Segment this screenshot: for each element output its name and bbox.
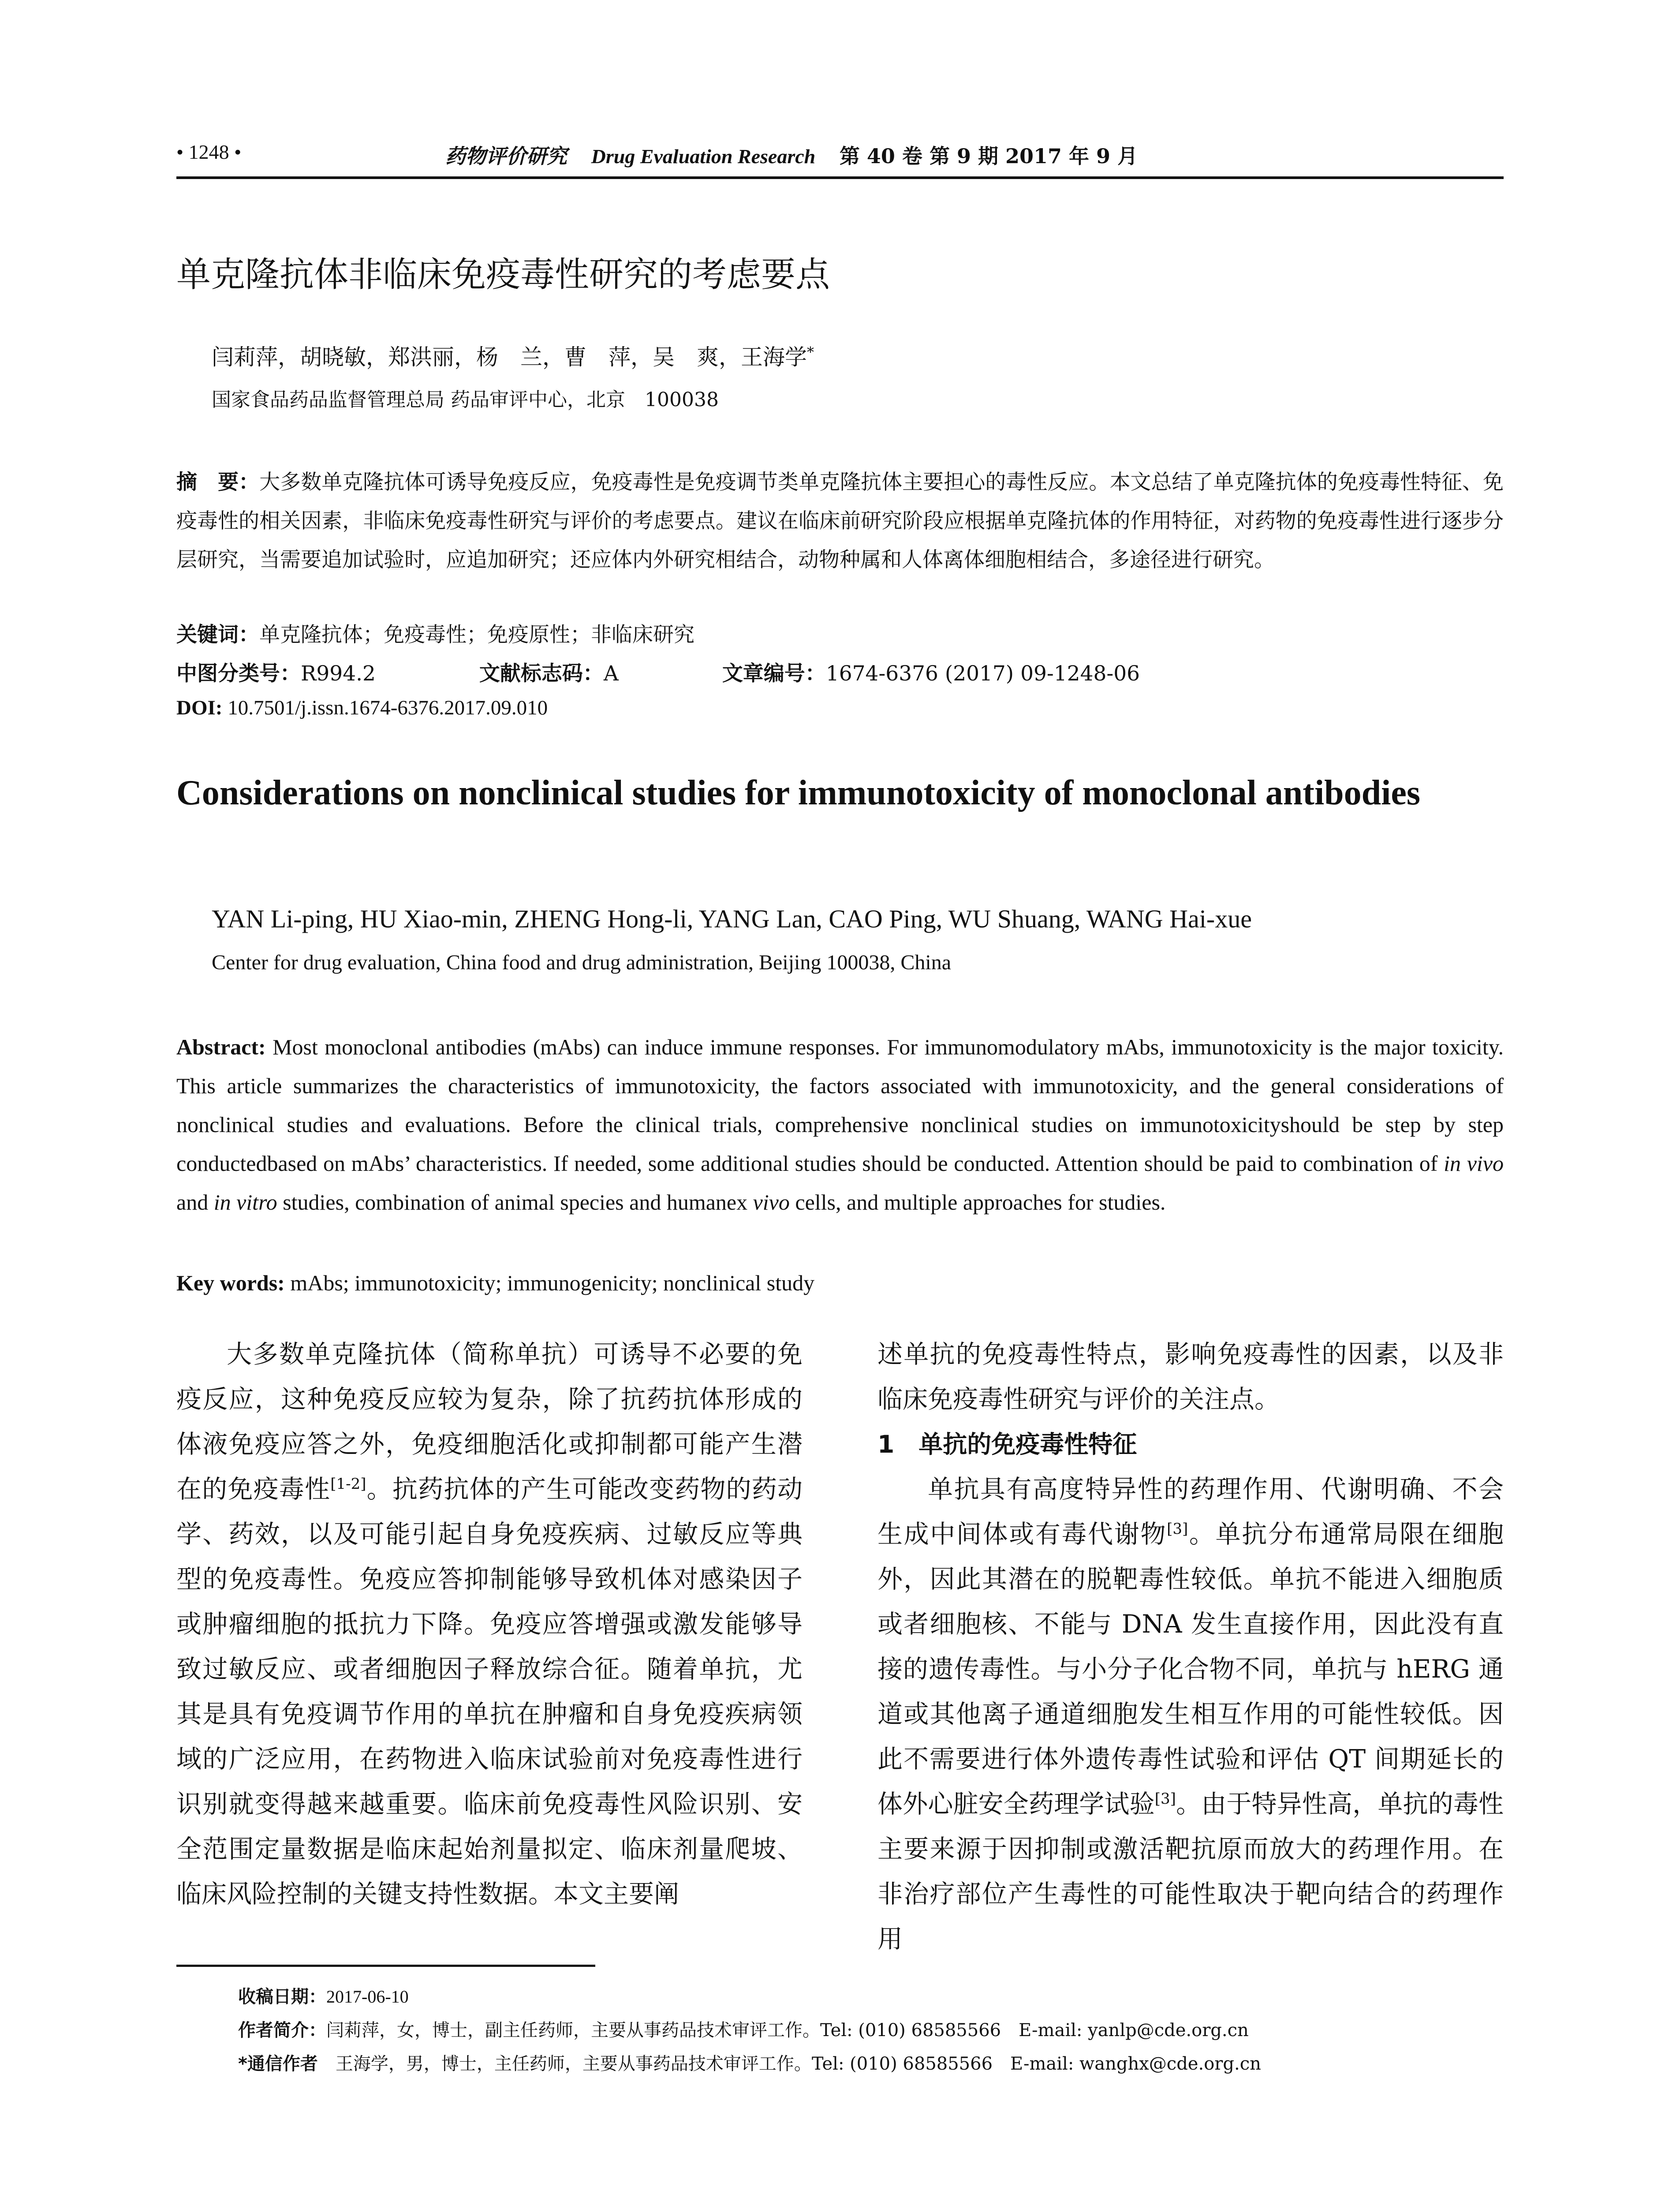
body-text: 。抗药抗体的产生可能改变药物的药动学、药效，以及可能引起自身免疫疾病、过敏反应等典型的免疫毒性。免疫应答抑制能够导致机体对感染因子或肿瘤细胞的抵抗力下降。免疫应答增强或激发能够导致过敏反应、或者细胞因子释放综合征。随着单抗，尤其是具有免疫调节作用的单抗在肿瘤和自身免疫疾病领域的广泛应用，在药物进入临床试验前对免疫毒性进行识别就变得越来越重要。临床前免疫毒性风险识别、安全范围定量数据是临床起始剂量拟定、临床剂量爬坡、临床风险控制的关键支持性数据。本文主要阐 xyxy=(176,1475,803,1909)
doi-line xyxy=(176,696,548,720)
en-and: and xyxy=(176,1190,214,1215)
body-column-right xyxy=(877,1332,1504,1962)
body-text: 大多数单克隆抗体（简称单抗）可诱导不必要的免疫反应，这种免疫反应较为复杂，除了抗药抗体形成的体液免疫应答之外，免疫细胞活化或抑制都可能产生潜在的免疫毒性 xyxy=(176,1340,803,1504)
footnote-author xyxy=(238,2014,1517,2047)
cn-title: 单克隆抗体非临床免疫毒性研究的考虑要点 xyxy=(176,255,830,295)
doi-label: DOI: xyxy=(176,696,223,719)
cn-keywords-label: 关键词： xyxy=(176,623,259,647)
doi-value: 10.7501/j.issn.1674-6376.2017.09.010 xyxy=(228,696,548,719)
journal-logo: 药物评价研究 xyxy=(445,144,567,168)
page-number: • 1248 • xyxy=(176,141,242,163)
cn-keywords-text: 单克隆抗体；免疫毒性；免疫原性；非临床研究 xyxy=(259,623,694,647)
body-paragraph: 述单抗的免疫毒性特点，影响免疫毒性的因素，以及非临床免疫毒性研究与评价的关注点。 xyxy=(877,1340,1504,1414)
en-keywords xyxy=(176,1270,814,1296)
corresponding-mark: * xyxy=(807,344,814,361)
received-label: 收稿日期： xyxy=(238,1987,326,2007)
citation: [1-2] xyxy=(330,1475,366,1493)
en-abstract-label: Abstract: xyxy=(176,1035,266,1059)
body-text: 。单抗分布通常局限在细胞外，因此其潜在的脱靶毒性较低。单抗不能进入细胞质或者细胞核、不能与 DNA 发生直接作用，因此没有直接的遗传毒性。与小分子化合物不同，单抗与 hERG 通道或其他离子通道细胞发生相互作用的可能性较低。因此不需要进行体外遗传毒性试验和评估 QT 间期延长的体外心脏安全药理学试验 xyxy=(877,1520,1504,1819)
cn-author-list: 闫莉萍，胡晓敏，郑洪丽，杨 兰，曹 萍，吴 爽，王海学 xyxy=(212,344,807,370)
en-keywords-text: mAbs; immunotoxicity; immunogenicity; nonclinical study xyxy=(284,1271,815,1295)
clc-label: 中图分类号： xyxy=(176,662,301,686)
en-title: Considerations on nonclinical studies for immunotoxicity of monoclonal antibodies xyxy=(176,774,1421,812)
article-no-field xyxy=(722,662,1188,686)
citation: [3] xyxy=(1167,1520,1188,1538)
en-abstract-p2: studies, combination of animal species and humanex xyxy=(277,1190,753,1215)
corr-label: *通信作者 xyxy=(238,2054,318,2074)
body-paragraph xyxy=(176,1332,803,1917)
author-info: 闫莉萍，女，博士，副主任药师，主要从事药品技术审评工作。Tel: (010) 68585566 E-mail: yanlp@cde.org.cn xyxy=(326,2020,1249,2041)
classification-row xyxy=(176,657,1237,687)
running-header xyxy=(176,140,1504,180)
en-in-vitro: in vitro xyxy=(213,1190,277,1215)
body-paragraph xyxy=(877,1467,1504,1962)
en-affiliation: Center for drug evaluation, China food and drug administration, Beijing 100038, China xyxy=(212,951,952,974)
en-keywords-label: Key words: xyxy=(176,1271,285,1295)
doc-code-value: A xyxy=(603,662,619,686)
cn-abstract xyxy=(176,463,1504,579)
article-no-value: 1674-6376 (2017) 09-1248-06 xyxy=(825,662,1140,686)
footnote-received xyxy=(238,1980,1517,2014)
en-authors: YAN Li-ping, HU Xiao-min, ZHENG Hong-li, YANG Lan, CAO Ping, WU Shuang, WANG Hai-xue xyxy=(212,904,1252,933)
issue-info: 第 40 卷 第 9 期 2017 年 9 月 xyxy=(839,144,1138,168)
cn-affiliation: 国家食品药品监督管理总局 药品审评中心，北京 100038 xyxy=(212,389,719,411)
author-label: 作者简介： xyxy=(238,2020,326,2041)
cn-keywords xyxy=(176,618,694,648)
en-abstract-p3: cells, and multiple approaches for studies. xyxy=(789,1190,1166,1215)
cn-abstract-text: 大多数单克隆抗体可诱导免疫反应，免疫毒性是免疫调节类单克隆抗体主要担心的毒性反应。本文总结了单克隆抗体的免疫毒性特征、免疫毒性的相关因素，非临床免疫毒性研究与评价的考虑要点。建议在临床前研究阶段应根据单克隆抗体的作用特征，对药物的免疫毒性进行逐步分层研究，当需要追加试验时，应追加研究；还应体内外研究相结合，动物种属和人体离体细胞相结合，多途径进行研究。 xyxy=(176,470,1504,572)
body-text: 单抗具有高度特异性的药理作用、代谢明确、不会生成中间体或有毒代谢物 xyxy=(877,1475,1504,1549)
en-vivo: vivo xyxy=(753,1190,790,1215)
footnote-corresponding xyxy=(238,2047,1517,2081)
received-date: 2017-06-10 xyxy=(326,1987,409,2007)
body-text: 。由于特异性高，单抗的毒性主要来源于因抑制或激活靶抗原而放大的药理作用。在非治疗部位产生毒性的可能性取决于靶向结合的药理作用 xyxy=(877,1790,1504,1954)
section-heading: 1 单抗的免疫毒性特征 xyxy=(877,1430,1137,1458)
en-abstract xyxy=(176,1028,1504,1222)
doc-code-field xyxy=(479,662,667,686)
journal-name-en: Drug Evaluation Research xyxy=(591,145,816,168)
footnote-divider xyxy=(176,1965,595,1967)
clc-field xyxy=(176,662,424,686)
citation: [3] xyxy=(1154,1790,1176,1808)
header-divider xyxy=(176,176,1504,179)
clc-value: R994.2 xyxy=(301,662,376,686)
en-abstract-p1: Most monoclonal antibodies (mAbs) can induce immune responses. For immunomodulatory mAbs, immunotoxicity is the major toxicity. This article summarizes the characteristics of immunotoxicity, the factors associated with immunotoxicity, and the general considerations of nonclinical studies and evaluations. Before the clinical trials, comprehensive nonclinical studies on immunotoxicityshould be step by step conductedbased on mAbs’ characteristics. If needed, some additional studies should be conducted. Attention should be paid to combination of xyxy=(176,1035,1504,1176)
journal-header xyxy=(445,140,1138,169)
article-no-label: 文章编号： xyxy=(722,662,826,686)
body-column-left xyxy=(176,1332,803,1917)
en-in-vivo: in vivo xyxy=(1444,1151,1504,1176)
footnotes xyxy=(238,1980,1517,2081)
cn-abstract-label: 摘 要： xyxy=(176,470,260,494)
doc-code-label: 文献标志码： xyxy=(479,662,604,686)
corr-info: 王海学，男，博士，主任药师，主要从事药品技术审评工作。Tel: (010) 68585566 E-mail: wanghx@cde.org.cn xyxy=(317,2054,1261,2074)
cn-authors xyxy=(212,340,814,371)
